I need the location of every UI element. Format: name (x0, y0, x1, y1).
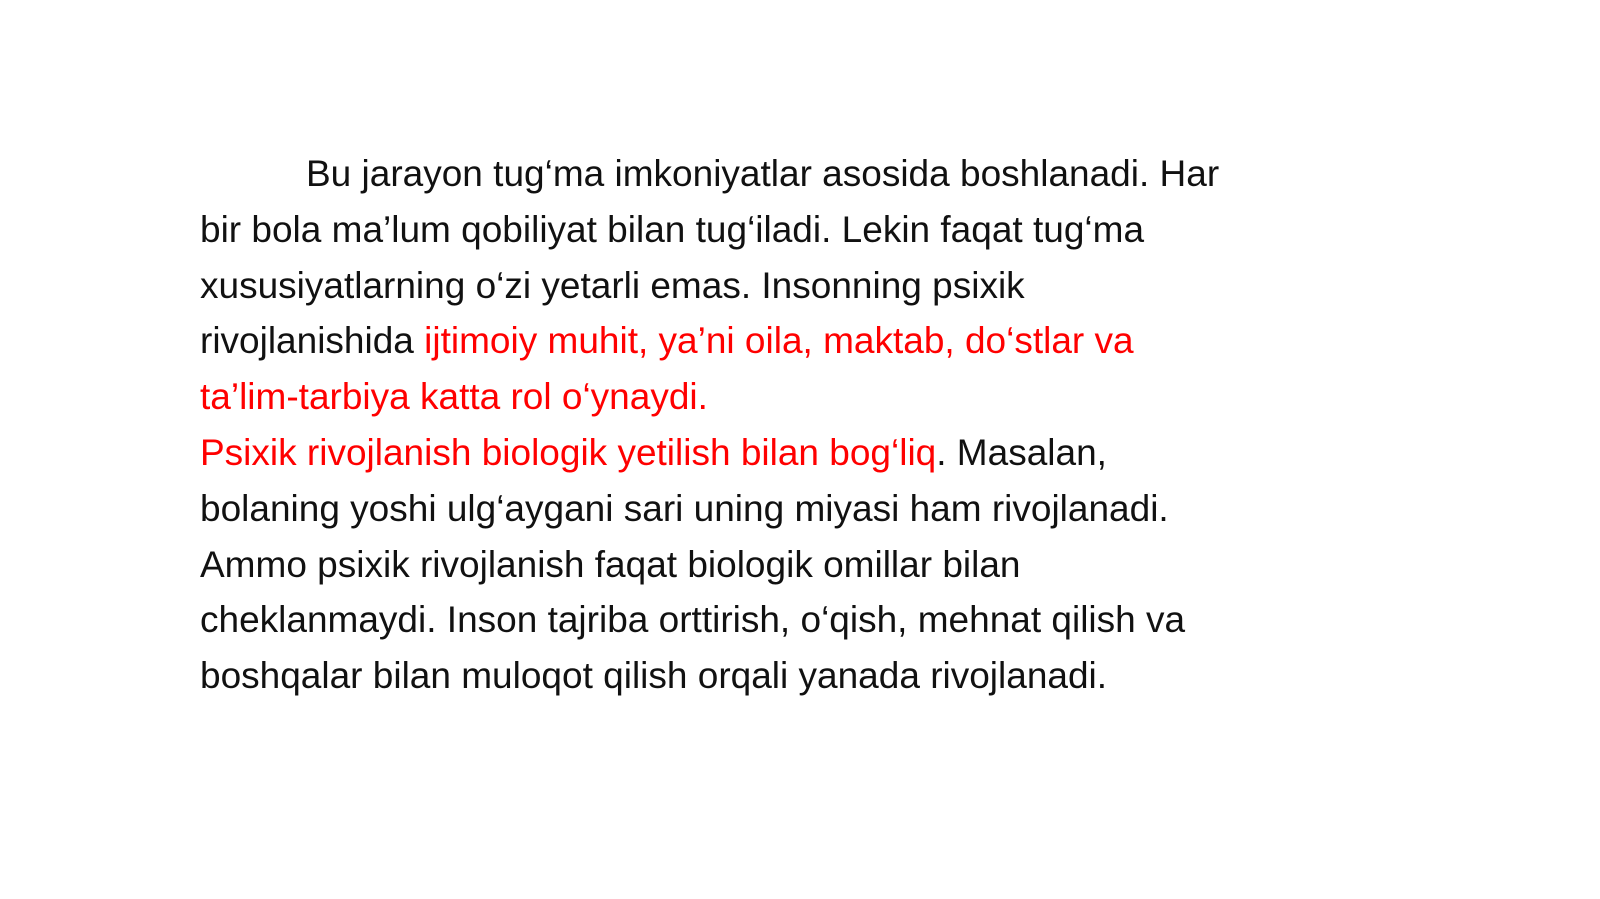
text-segment: bir bola ma’lum qobiliyat bilan tug‘iladi. Lekin faqat tug‘ma (200, 208, 1145, 250)
text-line (200, 648, 1400, 704)
text-line (200, 313, 1400, 369)
text-line (200, 537, 1400, 593)
text-line (200, 146, 1400, 202)
highlighted-text: ijtimoiy muhit, ya’ni oila, maktab, do‘stlar va (424, 320, 1134, 362)
text-segment: xususiyatlarning o‘zi yetarli emas. Insonning psixik (200, 264, 1025, 306)
text-segment: bolaning yoshi ulg‘aygani sari uning miyasi ham rivojlanadi. (200, 487, 1169, 529)
text-segment: Bu jarayon tug‘ma imkoniyatlar asosida boshlanadi. Har (306, 153, 1220, 194)
text-segment: rivojlanishida (200, 320, 425, 362)
text-segment: . Masalan, (936, 431, 1107, 473)
text-line (200, 258, 1400, 314)
body-text (200, 146, 1400, 704)
text-line (200, 202, 1400, 258)
text-line (200, 425, 1400, 481)
text-line (200, 369, 1400, 425)
highlighted-text: ta’lim-tarbiya katta rol o‘ynaydi. (200, 376, 708, 418)
text-line (200, 592, 1400, 648)
text-segment: Ammo psixik rivojlanish faqat biologik omillar bilan (200, 543, 1021, 585)
highlighted-text: Psixik rivojlanish biologik yetilish bilan bog‘liq (200, 431, 937, 473)
text-segment: cheklanmaydi. Inson tajriba orttirish, o‘qish, mehnat qilish va (200, 599, 1186, 641)
text-segment: boshqalar bilan muloqot qilish orqali yanada rivojlanadi. (200, 655, 1108, 697)
text-line (200, 481, 1400, 537)
